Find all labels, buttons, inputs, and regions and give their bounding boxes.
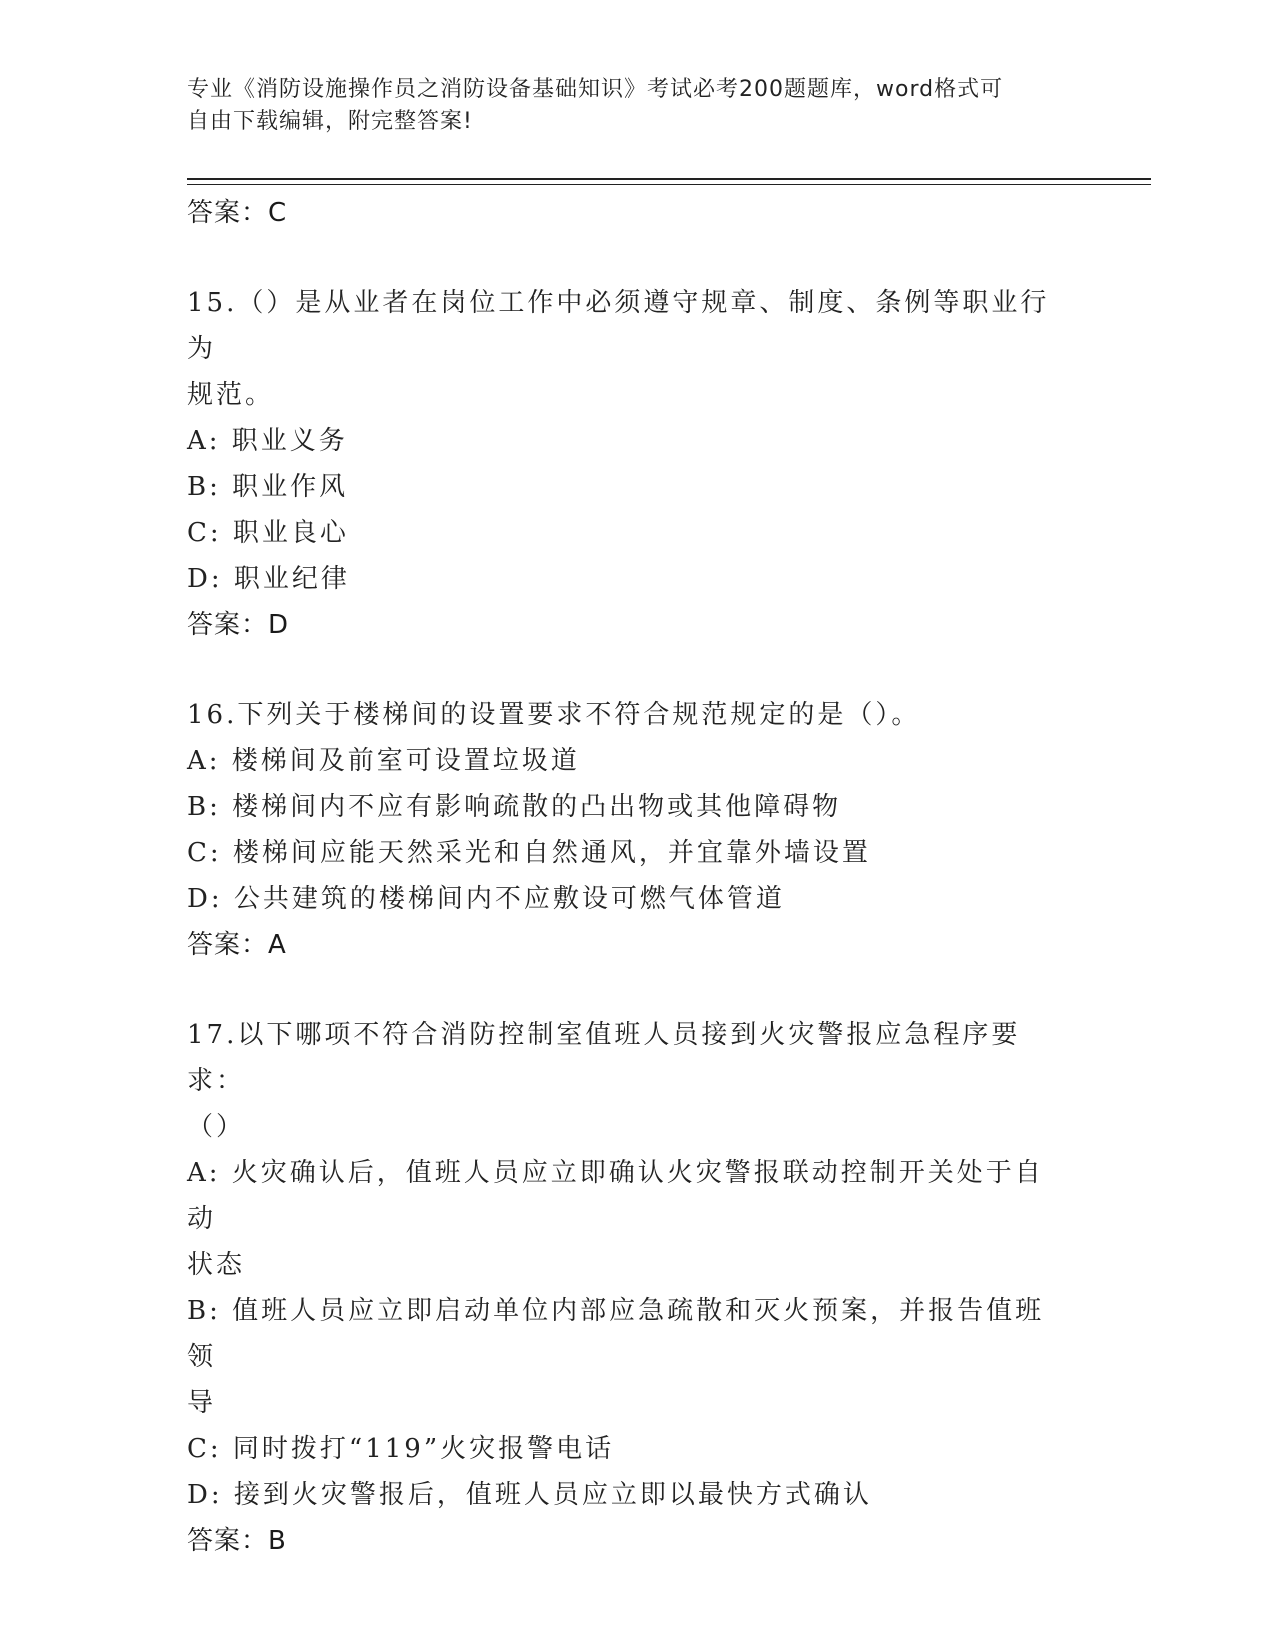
option-d: D: 公共建筑的楼梯间内不应敷设可燃气体管道 — [187, 884, 785, 914]
header-divider-thick — [187, 178, 1151, 180]
option-a: A: 职业义务 — [187, 426, 348, 456]
option-b: B: 职业作风 — [187, 472, 349, 502]
document-header — [187, 74, 1067, 138]
question-answer — [187, 602, 1067, 648]
question-stem-line: 15.（）是从业者在岗位工作中必须遵守规章、制度、条例等职业行为 — [187, 288, 1050, 364]
question-16 — [187, 692, 1067, 968]
option-d: D: 接到火灾警报后，值班人员应立即以最快方式确认 — [187, 1480, 872, 1510]
answer-value: A — [268, 930, 287, 960]
question-stem-line: 16.下列关于楼梯间的设置要求不符合规范规定的是（）。 — [187, 700, 921, 730]
header-divider-thin — [187, 184, 1151, 185]
answer-label: 答案： — [187, 1526, 269, 1556]
option-c: C: 职业良心 — [187, 518, 349, 548]
answer-value: C — [268, 198, 288, 228]
header-line-1: 专业《消防设施操作员之消防设备基础知识》考试必考200题题库，word格式可 — [187, 77, 1004, 102]
question-stem-line: （） — [187, 1112, 246, 1142]
option-b: B: 楼梯间内不应有影响疏散的凸出物或其他障碍物 — [187, 792, 842, 822]
answer-value: D — [268, 610, 290, 640]
answer-label: 答案： — [187, 610, 269, 640]
question-stem-line: 17.以下哪项不符合消防控制室值班人员接到火灾警报应急程序要求： — [187, 1020, 1021, 1096]
option-b: B: 值班人员应立即启动单位内部应急疏散和灭火预案，并报告值班领 — [187, 1296, 1045, 1372]
question-list — [187, 190, 1067, 1564]
header-line-2: 自由下载编辑，附完整答案! — [187, 109, 473, 134]
option-c: C: 同时拨打“119”火灾报警电话 — [187, 1434, 615, 1464]
question-17 — [187, 1012, 1067, 1564]
question-answer — [187, 1518, 1067, 1564]
answer-label: 答案： — [187, 198, 269, 228]
question-15 — [187, 280, 1067, 648]
option-a-continuation: 状态 — [187, 1250, 246, 1280]
option-a: A: 火灾确认后，值班人员应立即确认火灾警报联动控制开关处于自动 — [187, 1158, 1044, 1234]
option-d: D: 职业纪律 — [187, 564, 350, 594]
option-b-continuation: 导 — [187, 1388, 217, 1418]
answer-label: 答案： — [187, 930, 269, 960]
option-c: C: 楼梯间应能天然采光和自然通风，并宜靠外墙设置 — [187, 838, 871, 868]
answer-value: B — [268, 1526, 287, 1556]
option-a: A: 楼梯间及前室可设置垃圾道 — [187, 746, 580, 776]
previous-answer — [187, 190, 1067, 236]
question-answer — [187, 922, 1067, 968]
question-stem-line: 规范。 — [187, 380, 275, 410]
